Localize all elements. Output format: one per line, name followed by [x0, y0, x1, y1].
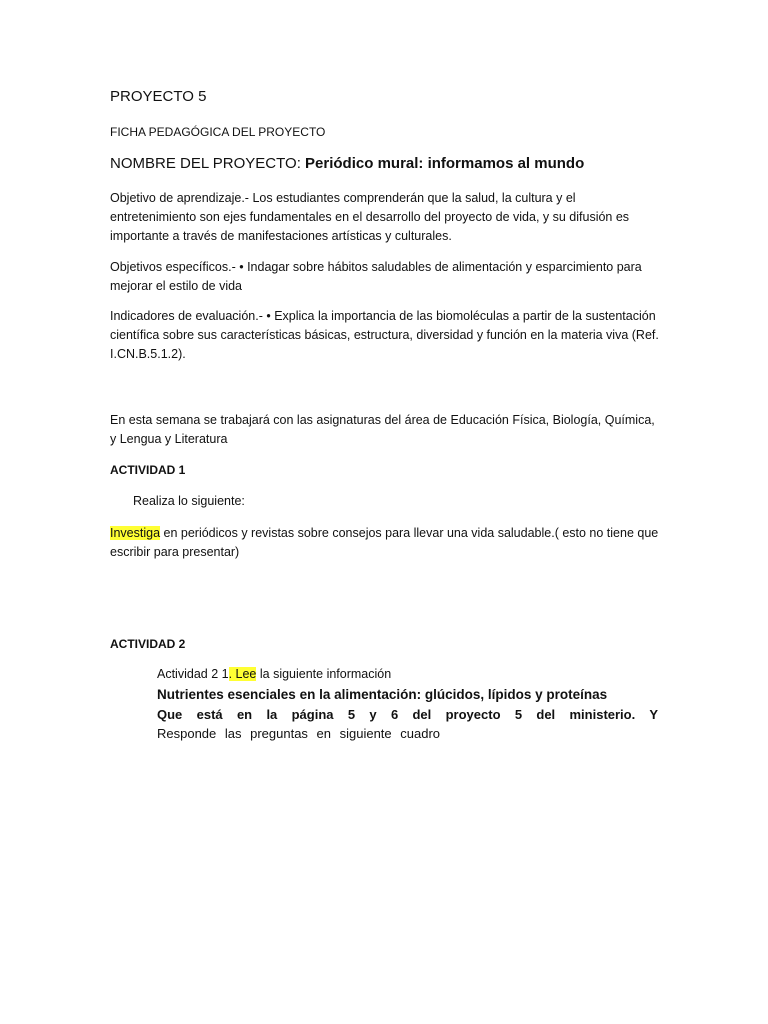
- investiga-highlight: Investiga: [110, 526, 161, 540]
- semana-paragraph: En esta semana se trabajará con las asignaturas del área de Educación Física, Biología, Química, y Lengua y Literatura: [110, 413, 655, 446]
- investiga-paragraph: [110, 524, 660, 562]
- nutrientes-heading: Nutrientes esenciales en la alimentación: glúcidos, lípidos y proteínas: [157, 687, 608, 702]
- project-name-value: Periódico mural: informamos al mundo: [305, 155, 585, 172]
- pagina-reference: Que está en la página 5 y 6 del proyecto 5 del ministerio. Y: [157, 707, 658, 722]
- objetivo-aprendizaje: Objetivo de aprendizaje.- Los estudiantes comprenderán que la salud, la cultura y el entretenimiento son ejes fundamentales en el desarrollo del proyecto de vida, y su difusión es importante a través de manifestaciones artísticas y culturales.: [110, 191, 630, 243]
- actividad-2-line-3: [157, 705, 658, 743]
- actividad-2-heading: ACTIVIDAD 2: [110, 637, 186, 651]
- realiza-instruction: Realiza lo siguiente:: [133, 494, 245, 508]
- investiga-text: en periódicos y revistas sobre consejos para llevar una vida saludable.( esto no tiene que escribir para presentar): [110, 526, 659, 559]
- responde-text: Responde las preguntas en siguiente cuadro: [157, 726, 441, 741]
- actividad-1-heading: ACTIVIDAD 1: [110, 463, 186, 477]
- document-subtitle: FICHA PEDAGÓGICA DEL PROYECTO: [110, 125, 326, 139]
- project-name-label: NOMBRE DEL PROYECTO:: [110, 155, 301, 172]
- document-title: PROYECTO 5: [110, 88, 207, 105]
- actividad-2-line-1-text: la siguiente información: [256, 667, 392, 681]
- actividad-2-line-1: [157, 665, 657, 684]
- actividad-2-prefix: Actividad 2 1: [157, 667, 229, 681]
- project-name: [110, 154, 660, 174]
- objetivos-especificos: Objetivos específicos.- • Indagar sobre hábitos saludables de alimentación y esparcimiento para mejorar el estilo de vida: [110, 260, 642, 293]
- lee-highlight: . Lee: [228, 667, 257, 681]
- indicadores-evaluacion: Indicadores de evaluación.- • Explica la importancia de las biomoléculas a partir de la sustentación científica sobre sus características básicas, estructura, diversidad y función en la materia viva (Ref. I.CN.B.5.1.2).: [110, 309, 659, 361]
